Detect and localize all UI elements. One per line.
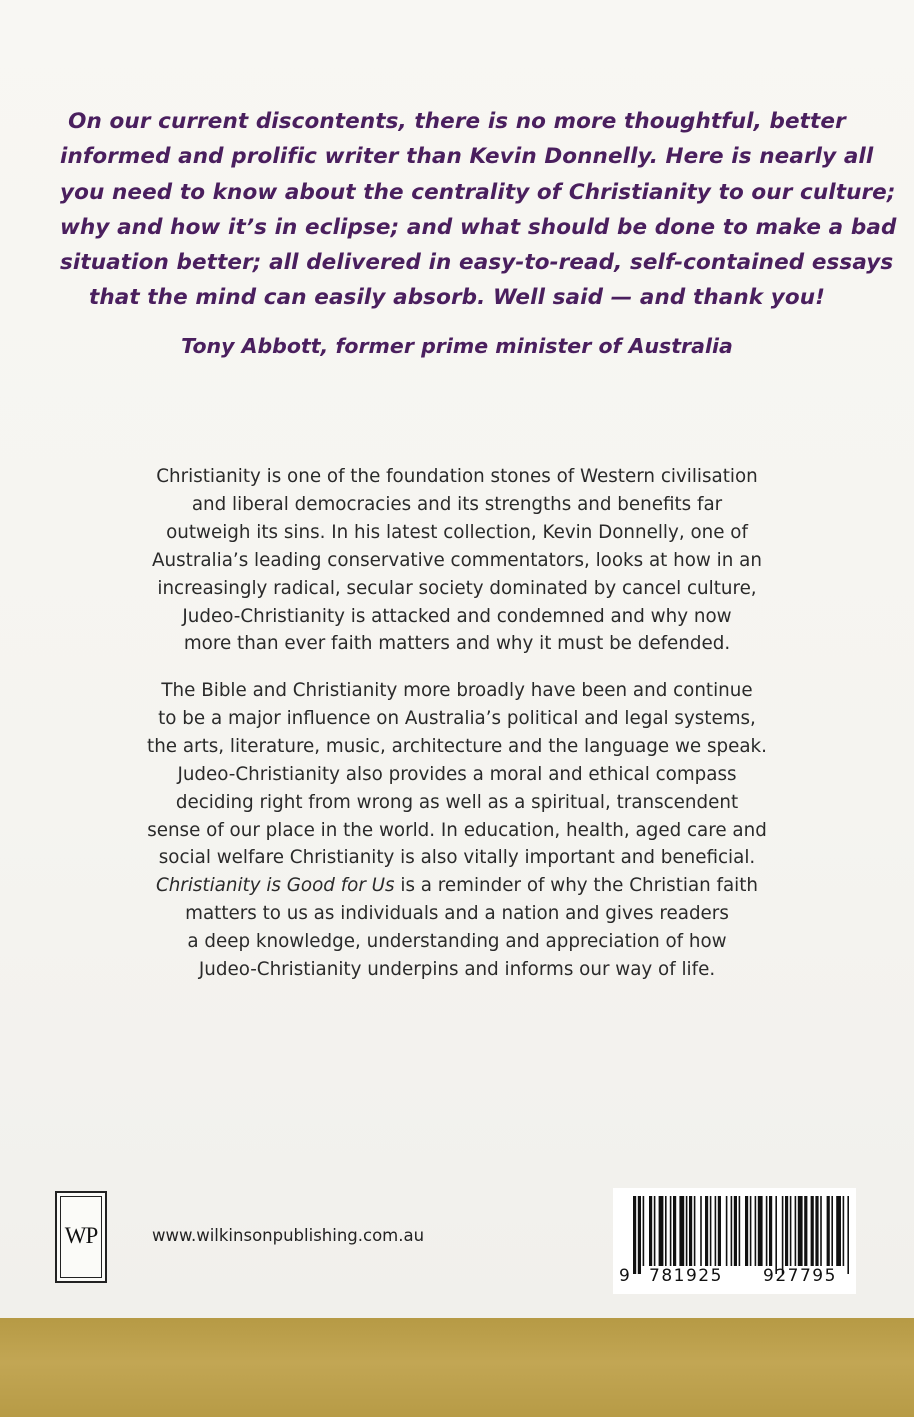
barcode-bar xyxy=(815,1196,818,1266)
quote-attribution: Tony Abbott, former prime minister of Australia xyxy=(181,334,733,358)
blurb-line: sense of our place in the world. In education, health, aged care and xyxy=(147,819,767,841)
quote-line: you need to know about the centrality of Christianity to our culture; xyxy=(60,179,896,205)
barcode-bar xyxy=(827,1196,830,1266)
barcode-bar xyxy=(718,1196,721,1266)
barcode-bar xyxy=(689,1196,692,1266)
blurb-line: social welfare Christianity is also vitally important and beneficial. xyxy=(158,847,756,869)
barcode-bar xyxy=(750,1196,752,1266)
barcode-bar xyxy=(686,1196,688,1266)
blurb-line: more than ever faith matters and why it must be defended. xyxy=(183,633,731,655)
blurb-line: deciding right from wrong as well as a spiritual, transcendent xyxy=(175,791,739,813)
barcode-bar xyxy=(782,1196,784,1274)
blurb-line: increasingly radical, secular society dominated by cancel culture, xyxy=(157,577,757,599)
barcode-bar xyxy=(649,1196,652,1266)
barcode-bar xyxy=(843,1196,845,1266)
barcode-bar xyxy=(831,1196,833,1266)
blurb-line: a deep knowledge, understanding and appreciation of how xyxy=(187,931,727,953)
quote-line: why and how it’s in eclipse; and what should be done to make a bad xyxy=(60,214,897,240)
barcode-bar xyxy=(673,1196,676,1266)
barcode-bar xyxy=(633,1196,636,1274)
barcode-bar xyxy=(785,1196,788,1266)
barcode-bar xyxy=(700,1196,702,1266)
barcode-digit-group: 9 xyxy=(619,1266,630,1286)
barcode-bar xyxy=(665,1196,667,1266)
barcode-bar xyxy=(811,1196,814,1266)
barcode-bar xyxy=(739,1196,741,1266)
barcode-bar xyxy=(804,1196,807,1266)
quote-line: that the mind can easily absorb. Well said — and thank you! xyxy=(88,285,826,311)
barcode-bar xyxy=(705,1196,708,1266)
blurb-line: Judeo-Christianity is attacked and condemned and why now xyxy=(182,605,732,627)
publisher-url: www.wilkinsonpublishing.com.au xyxy=(152,1226,425,1245)
isbn-barcode xyxy=(613,1188,856,1294)
barcode-bar xyxy=(766,1196,768,1266)
barcode-bar xyxy=(734,1196,737,1266)
barcode-bar xyxy=(643,1196,645,1266)
barcode-bar xyxy=(769,1196,772,1266)
blurb-line: outweigh its sins. In his latest collection, Kevin Donnelly, one of xyxy=(166,521,748,543)
blurb-line: Christianity is one of the foundation stones of Western civilisation xyxy=(156,466,758,487)
barcode-bar xyxy=(745,1196,748,1266)
quote-line: On our current discontents, there is no more thoughtful, better xyxy=(68,109,846,134)
publisher-logo xyxy=(55,1191,107,1283)
gold-bottom-band xyxy=(0,1318,914,1417)
barcode-bar xyxy=(670,1196,672,1266)
blurb-paragraph-1 xyxy=(80,463,834,658)
blurb-line: to be a major influence on Australia’s political and legal systems, xyxy=(158,707,756,729)
barcode-bar xyxy=(654,1196,656,1266)
blurb-line: matters to us as individuals and a nation and gives readers xyxy=(185,903,729,925)
blurb-line: and liberal democracies and its strengths and benefits far xyxy=(191,493,723,515)
barcode-bar xyxy=(679,1196,684,1266)
barcode-digits xyxy=(613,1266,856,1292)
blurb-line: the arts, literature, music, architecture and the language we speak. xyxy=(147,735,767,757)
blurb-line: Judeo-Christianity underpins and informs our way of life. xyxy=(198,959,716,981)
book-title: Christianity is Good for Us xyxy=(155,875,395,897)
blurb-paragraph-2 xyxy=(80,677,834,984)
barcode-bar xyxy=(820,1196,822,1266)
barcode-bar xyxy=(758,1196,763,1266)
blurb-line-rest: is a reminder of why the Christian faith xyxy=(394,875,759,897)
publisher-logo-text: WP xyxy=(64,1223,98,1248)
barcode-bar xyxy=(847,1196,849,1274)
barcode-bar xyxy=(795,1196,797,1266)
blurb-line: The Bible and Christianity more broadly have been and continue xyxy=(161,680,753,701)
blurb-line xyxy=(80,872,834,900)
barcode-bar xyxy=(715,1196,717,1266)
barcode-bar xyxy=(798,1196,803,1266)
barcode-bar xyxy=(726,1196,728,1266)
barcode-bar xyxy=(836,1196,841,1266)
barcode-bar xyxy=(710,1196,712,1266)
barcode-bar xyxy=(755,1196,757,1266)
quote-line: situation better; all delivered in easy-to-read, self-contained essays xyxy=(60,250,894,276)
barcode-bar xyxy=(775,1196,777,1274)
barcode-bar xyxy=(790,1196,792,1266)
barcode-bar xyxy=(659,1196,664,1266)
barcode-bar xyxy=(694,1196,696,1266)
barcode-digit-group: 781925 xyxy=(649,1266,723,1286)
barcode-bar xyxy=(731,1196,733,1266)
barcode-digit-group: 927795 xyxy=(763,1266,837,1286)
quote-line: informed and prolific writer than Kevin Donnelly. Here is nearly all xyxy=(60,144,874,170)
endorsement-quote xyxy=(60,104,897,316)
blurb-line: Australia’s leading conservative commentators, looks at how in an xyxy=(152,549,762,571)
blurb-line: Judeo-Christianity also provides a moral and ethical compass xyxy=(177,763,737,785)
barcode-bar xyxy=(638,1196,641,1274)
